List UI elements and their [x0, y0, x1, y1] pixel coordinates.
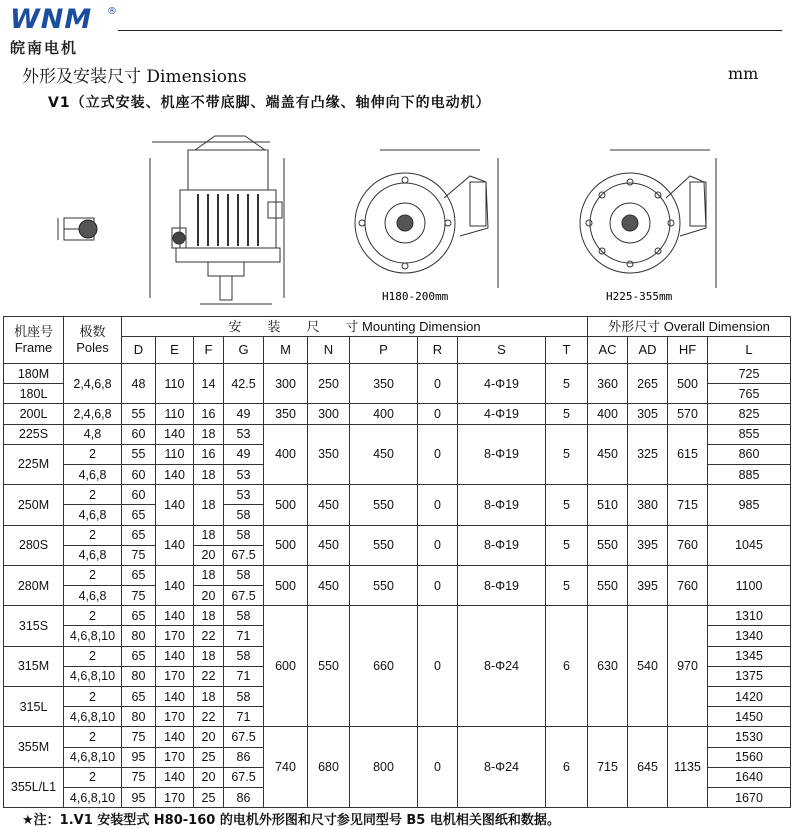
table-cell: 4-Φ19 — [458, 364, 546, 404]
table-cell: 1340 — [708, 626, 791, 646]
table-cell: 8-Φ24 — [458, 606, 546, 727]
table-cell: 4,6,8 — [64, 586, 122, 606]
table-cell: 18 — [194, 525, 224, 545]
table-cell: 65 — [122, 525, 156, 545]
frame-cell: 315M — [4, 646, 64, 686]
header-col-g: G — [224, 337, 264, 364]
table-cell: 67.5 — [224, 586, 264, 606]
table-cell: 20 — [194, 586, 224, 606]
table-cell: 400 — [588, 404, 628, 424]
logo-text: WNM — [10, 4, 93, 35]
table-cell: 1450 — [708, 707, 791, 727]
frame-cell: 200L — [4, 404, 64, 424]
table-cell: 510 — [588, 485, 628, 525]
table-cell: 550 — [588, 525, 628, 565]
table-cell: 550 — [350, 565, 418, 605]
table-cell: 2 — [64, 767, 122, 787]
table-cell: 140 — [156, 727, 194, 747]
shaft-key-detail — [58, 218, 97, 240]
table-cell: 1100 — [708, 565, 791, 605]
table-cell: 8-Φ24 — [458, 727, 546, 808]
table-cell: 570 — [668, 404, 708, 424]
table-cell: 58 — [224, 525, 264, 545]
table-cell: 760 — [668, 525, 708, 565]
header-col-ad: AD — [628, 337, 668, 364]
table-cell: 53 — [224, 464, 264, 484]
table-cell: 110 — [156, 444, 194, 464]
side-view-drawing — [150, 136, 284, 304]
table-cell: 0 — [418, 364, 458, 404]
header-col-e: E — [156, 337, 194, 364]
table-cell: 550 — [350, 525, 418, 565]
table-cell: 86 — [224, 747, 264, 767]
table-cell: 2 — [64, 606, 122, 626]
flange-view-h225-355 — [580, 150, 716, 288]
table-cell: 95 — [122, 787, 156, 807]
table-cell: 58 — [224, 565, 264, 585]
table-cell: 8-Φ19 — [458, 485, 546, 525]
table-cell: 4,6,8,10 — [64, 747, 122, 767]
table-cell: 250 — [308, 364, 350, 404]
table-cell: 140 — [156, 424, 194, 444]
header-col-t: T — [546, 337, 588, 364]
table-cell: 16 — [194, 404, 224, 424]
table-row — [4, 525, 791, 545]
drawing-caption-1: H180-200mm — [382, 290, 449, 303]
table-cell: 18 — [194, 464, 224, 484]
header-col-p: P — [350, 337, 418, 364]
table-cell: 2 — [64, 687, 122, 707]
table-cell: 4,6,8,10 — [64, 626, 122, 646]
drawing-caption-2: H225-355mm — [606, 290, 673, 303]
table-cell: 5 — [546, 404, 588, 424]
table-cell: 350 — [264, 404, 308, 424]
table-cell: 140 — [156, 646, 194, 666]
table-cell: 360 — [588, 364, 628, 404]
table-cell: 58 — [224, 646, 264, 666]
table-cell: 550 — [308, 606, 350, 727]
table-cell: 65 — [122, 646, 156, 666]
table-cell: 22 — [194, 707, 224, 727]
footnote: ★注：1.V1 安装型式 H80-160 的电机外形图和尺寸参见同型号 B5 电机相关图纸和数据。 — [22, 813, 560, 828]
table-row — [4, 485, 791, 505]
table-cell: 48 — [122, 364, 156, 404]
table-cell: 16 — [194, 444, 224, 464]
table-cell: 18 — [194, 565, 224, 585]
table-cell: 5 — [546, 485, 588, 525]
table-cell: 140 — [156, 485, 194, 525]
table-cell: 140 — [156, 565, 194, 605]
table-row — [4, 404, 791, 424]
table-cell: 55 — [122, 404, 156, 424]
table-cell: 18 — [194, 485, 224, 525]
header-col-s: S — [458, 337, 546, 364]
header-overall: 外形尺寸 Overall Dimension — [588, 317, 791, 337]
table-cell: 660 — [350, 606, 418, 727]
table-cell: 8-Φ19 — [458, 525, 546, 565]
table-cell: 60 — [122, 424, 156, 444]
table-cell: 67.5 — [224, 545, 264, 565]
frame-cell: 355M — [4, 727, 64, 767]
page-subtitle: V1（立式安装、机座不带底脚、端盖有凸缘、轴伸向下的电动机） — [48, 95, 491, 111]
table-cell: 140 — [156, 606, 194, 626]
table-cell: 4,6,8,10 — [64, 666, 122, 686]
table-cell: 1560 — [708, 747, 791, 767]
table-row — [4, 364, 791, 384]
flange-view-h180-200 — [355, 150, 498, 288]
table-cell: 65 — [122, 565, 156, 585]
table-cell: 0 — [418, 727, 458, 808]
table-cell: 71 — [224, 707, 264, 727]
table-cell: 450 — [308, 485, 350, 525]
table-cell: 20 — [194, 767, 224, 787]
frame-cell: 280M — [4, 565, 64, 605]
table-cell: 67.5 — [224, 767, 264, 787]
table-cell: 265 — [628, 364, 668, 404]
table-cell: 0 — [418, 565, 458, 605]
frame-cell: 315S — [4, 606, 64, 646]
header-col-f: F — [194, 337, 224, 364]
table-cell: 18 — [194, 687, 224, 707]
table-cell: 60 — [122, 485, 156, 505]
table-cell: 25 — [194, 787, 224, 807]
table-cell: 450 — [588, 424, 628, 485]
table-cell: 2 — [64, 565, 122, 585]
header-col-ac: AC — [588, 337, 628, 364]
table-cell: 60 — [122, 464, 156, 484]
header-col-r: R — [418, 337, 458, 364]
table-cell: 22 — [194, 626, 224, 646]
frame-cell: 225S — [4, 424, 64, 444]
table-cell: 1375 — [708, 666, 791, 686]
table-cell: 760 — [668, 565, 708, 605]
table-cell: 4,6,8,10 — [64, 787, 122, 807]
header-frame — [4, 317, 64, 364]
table-cell: 80 — [122, 666, 156, 686]
frame-cell: 315L — [4, 687, 64, 727]
table-cell: 49 — [224, 404, 264, 424]
table-cell: 630 — [588, 606, 628, 727]
table-cell: 350 — [350, 364, 418, 404]
table-cell: 20 — [194, 545, 224, 565]
unit-label: mm — [728, 64, 759, 83]
brand-name: 皖南电机 — [10, 39, 79, 57]
table-cell: 550 — [350, 485, 418, 525]
table-row — [4, 565, 791, 585]
table-cell: 140 — [156, 464, 194, 484]
registered-mark: ® — [107, 6, 117, 17]
table-cell: 110 — [156, 364, 194, 404]
table-cell: 2 — [64, 646, 122, 666]
table-cell: 170 — [156, 666, 194, 686]
header-col-n: N — [308, 337, 350, 364]
table-cell: 2,4,6,8 — [64, 364, 122, 404]
table-row — [4, 727, 791, 747]
frame-cell: 180M — [4, 364, 64, 384]
table-cell: 350 — [308, 424, 350, 485]
table-cell: 2 — [64, 444, 122, 464]
dimension-drawings — [40, 118, 760, 314]
table-cell: 300 — [264, 364, 308, 404]
table-cell: 500 — [264, 525, 308, 565]
table-cell: 65 — [122, 687, 156, 707]
table-cell: 1045 — [708, 525, 791, 565]
table-cell: 4,6,8 — [64, 505, 122, 525]
table-cell: 715 — [588, 727, 628, 808]
table-cell: 450 — [350, 424, 418, 485]
header-frame-cn: 机座号 — [13, 324, 53, 339]
table-cell: 725 — [708, 364, 791, 384]
table-cell: 380 — [628, 485, 668, 525]
table-cell: 0 — [418, 424, 458, 485]
table-cell: 1530 — [708, 727, 791, 747]
table-cell: 58 — [224, 606, 264, 626]
table-cell: 67.5 — [224, 727, 264, 747]
header-poles-en: Poles — [76, 340, 109, 355]
table-cell: 110 — [156, 404, 194, 424]
header-mounting: 安 装 尺 寸 Mounting Dimension — [122, 317, 588, 337]
brand-logo — [10, 4, 120, 56]
table-cell: 0 — [418, 606, 458, 727]
table-cell: 400 — [350, 404, 418, 424]
table-cell: 71 — [224, 666, 264, 686]
table-cell: 970 — [668, 606, 708, 727]
table-cell: 75 — [122, 586, 156, 606]
table-cell: 540 — [628, 606, 668, 727]
table-cell: 1640 — [708, 767, 791, 787]
frame-cell: 355L/L1 — [4, 767, 64, 807]
table-cell: 615 — [668, 424, 708, 485]
table-cell: 65 — [122, 606, 156, 626]
table-cell: 1420 — [708, 687, 791, 707]
table-cell: 4,6,8 — [64, 545, 122, 565]
table-cell: 25 — [194, 747, 224, 767]
table-cell: 14 — [194, 364, 224, 404]
table-cell: 86 — [224, 787, 264, 807]
table-cell: 65 — [122, 505, 156, 525]
table-cell: 42.5 — [224, 364, 264, 404]
table-cell: 53 — [224, 485, 264, 505]
table-cell: 715 — [668, 485, 708, 525]
table-cell: 450 — [308, 565, 350, 605]
table-cell: 4-Φ19 — [458, 404, 546, 424]
table-cell: 170 — [156, 626, 194, 646]
table-cell: 600 — [264, 606, 308, 727]
table-cell: 8-Φ19 — [458, 565, 546, 605]
table-cell: 500 — [668, 364, 708, 404]
table-cell: 6 — [546, 727, 588, 808]
table-cell: 18 — [194, 606, 224, 626]
table-cell: 18 — [194, 646, 224, 666]
table-cell: 140 — [156, 525, 194, 565]
table-cell: 765 — [708, 384, 791, 404]
table-cell: 2 — [64, 525, 122, 545]
table-cell: 140 — [156, 767, 194, 787]
header-col-d: D — [122, 337, 156, 364]
table-cell: 0 — [418, 485, 458, 525]
table-cell: 395 — [628, 565, 668, 605]
table-cell: 80 — [122, 626, 156, 646]
table-cell: 58 — [224, 505, 264, 525]
table-cell: 860 — [708, 444, 791, 464]
table-cell: 500 — [264, 485, 308, 525]
table-row — [4, 606, 791, 626]
header-col-l: L — [708, 337, 791, 364]
table-cell: 0 — [418, 404, 458, 424]
table-cell: 6 — [546, 606, 588, 727]
table-cell: 395 — [628, 525, 668, 565]
table-cell: 71 — [224, 626, 264, 646]
table-cell: 20 — [194, 727, 224, 747]
table-cell: 4,6,8,10 — [64, 707, 122, 727]
table-cell: 740 — [264, 727, 308, 808]
table-cell: 450 — [308, 525, 350, 565]
table-row — [4, 424, 791, 444]
table-cell: 800 — [350, 727, 418, 808]
table-cell: 500 — [264, 565, 308, 605]
header-col-hf: HF — [668, 337, 708, 364]
table-cell: 0 — [418, 525, 458, 565]
table-cell: 2,4,6,8 — [64, 404, 122, 424]
table-cell: 170 — [156, 747, 194, 767]
table-cell: 49 — [224, 444, 264, 464]
table-cell: 885 — [708, 464, 791, 484]
table-cell: 95 — [122, 747, 156, 767]
table-cell: 1310 — [708, 606, 791, 626]
table-cell: 5 — [546, 424, 588, 485]
table-cell: 8-Φ19 — [458, 424, 546, 485]
table-cell: 4,8 — [64, 424, 122, 444]
header-col-m: M — [264, 337, 308, 364]
table-cell: 75 — [122, 727, 156, 747]
table-cell: 855 — [708, 424, 791, 444]
table-cell: 58 — [224, 687, 264, 707]
frame-cell: 250M — [4, 485, 64, 525]
page-title: 外形及安装尺寸 Dimensions — [22, 67, 247, 87]
table-cell: 1670 — [708, 787, 791, 807]
table-cell: 305 — [628, 404, 668, 424]
table-cell: 985 — [708, 485, 791, 525]
frame-cell: 280S — [4, 525, 64, 565]
table-cell: 80 — [122, 707, 156, 727]
table-cell: 2 — [64, 485, 122, 505]
table-cell: 550 — [588, 565, 628, 605]
table-cell: 140 — [156, 687, 194, 707]
table-cell: 170 — [156, 787, 194, 807]
table-cell: 5 — [546, 525, 588, 565]
table-cell: 170 — [156, 707, 194, 727]
table-cell: 400 — [264, 424, 308, 485]
table-cell: 325 — [628, 424, 668, 485]
header-frame-en: Frame — [14, 340, 53, 355]
header-poles-cn: 极数 — [79, 324, 106, 339]
frame-cell: 225M — [4, 444, 64, 484]
table-cell: 5 — [546, 364, 588, 404]
table-cell: 18 — [194, 424, 224, 444]
table-cell: 75 — [122, 767, 156, 787]
header-poles — [64, 317, 122, 364]
dimension-table — [3, 316, 791, 808]
table-cell: 1135 — [668, 727, 708, 808]
table-cell: 5 — [546, 565, 588, 605]
frame-cell: 180L — [4, 384, 64, 404]
table-cell: 680 — [308, 727, 350, 808]
header-rule — [118, 30, 782, 31]
table-cell: 2 — [64, 727, 122, 747]
table-cell: 300 — [308, 404, 350, 424]
table-cell: 55 — [122, 444, 156, 464]
table-cell: 75 — [122, 545, 156, 565]
table-cell: 1345 — [708, 646, 791, 666]
table-cell: 825 — [708, 404, 791, 424]
table-cell: 53 — [224, 424, 264, 444]
table-cell: 4,6,8 — [64, 464, 122, 484]
table-cell: 22 — [194, 666, 224, 686]
table-cell: 645 — [628, 727, 668, 808]
